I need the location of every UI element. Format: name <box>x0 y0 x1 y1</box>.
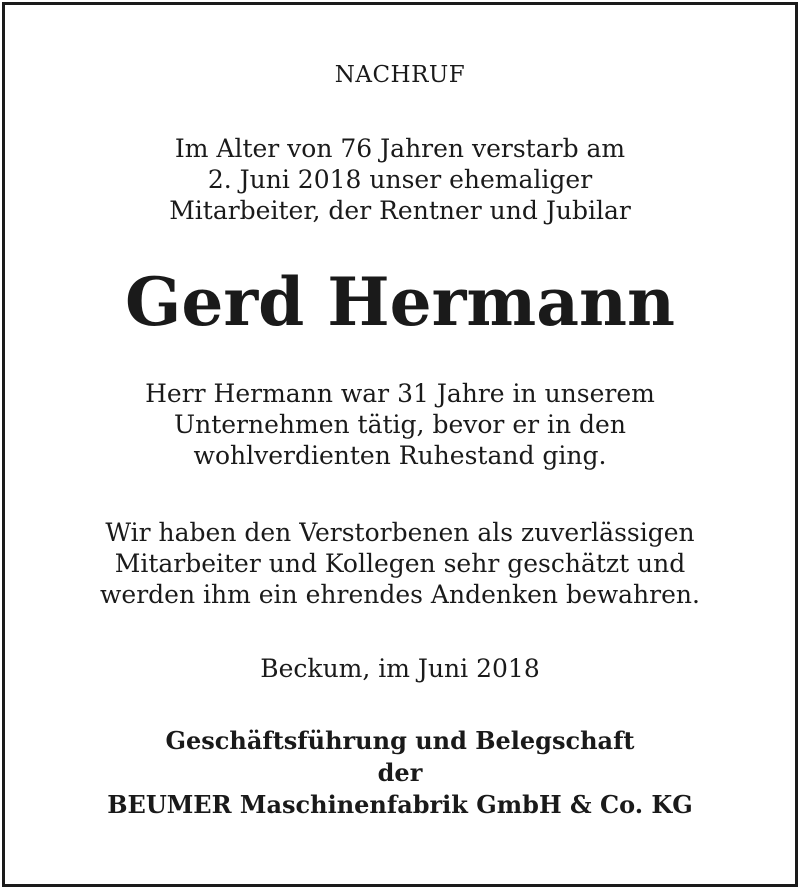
tribute-line: werden ihm ein ehrendes Andenken bewahren. <box>100 580 700 609</box>
intro-line: 2. Juni 2018 unser ehemaliger <box>207 165 593 194</box>
tribute-paragraph <box>0 517 800 610</box>
signature-line: Geschäftsführung und Belegschaft <box>165 726 635 755</box>
tribute-line: Mitarbeiter und Kollegen sehr geschätzt und <box>114 549 686 578</box>
deceased-name: Gerd Hermann <box>125 263 675 341</box>
signature-block <box>0 725 800 821</box>
career-line: Herr Hermann war 31 Jahre in unserem <box>145 379 655 408</box>
place-date: Beckum, im Juni 2018 <box>260 654 540 683</box>
company-name: BEUMER Maschinenfabrik GmbH & Co. KG <box>107 790 693 819</box>
signature-line: der <box>377 758 423 787</box>
intro-line: Im Alter von 76 Jahren verstarb am <box>174 134 626 163</box>
notice-heading: NACHRUF <box>334 62 466 88</box>
intro-line: Mitarbeiter, der Rentner und Jubilar <box>169 196 631 225</box>
intro-paragraph <box>0 133 800 226</box>
career-line: Unternehmen tätig, bevor er in den <box>174 410 626 439</box>
career-paragraph <box>0 378 800 471</box>
career-line: wohlverdienten Ruhestand ging. <box>193 441 607 470</box>
tribute-line: Wir haben den Verstorbenen als zuverlässigen <box>105 518 695 547</box>
